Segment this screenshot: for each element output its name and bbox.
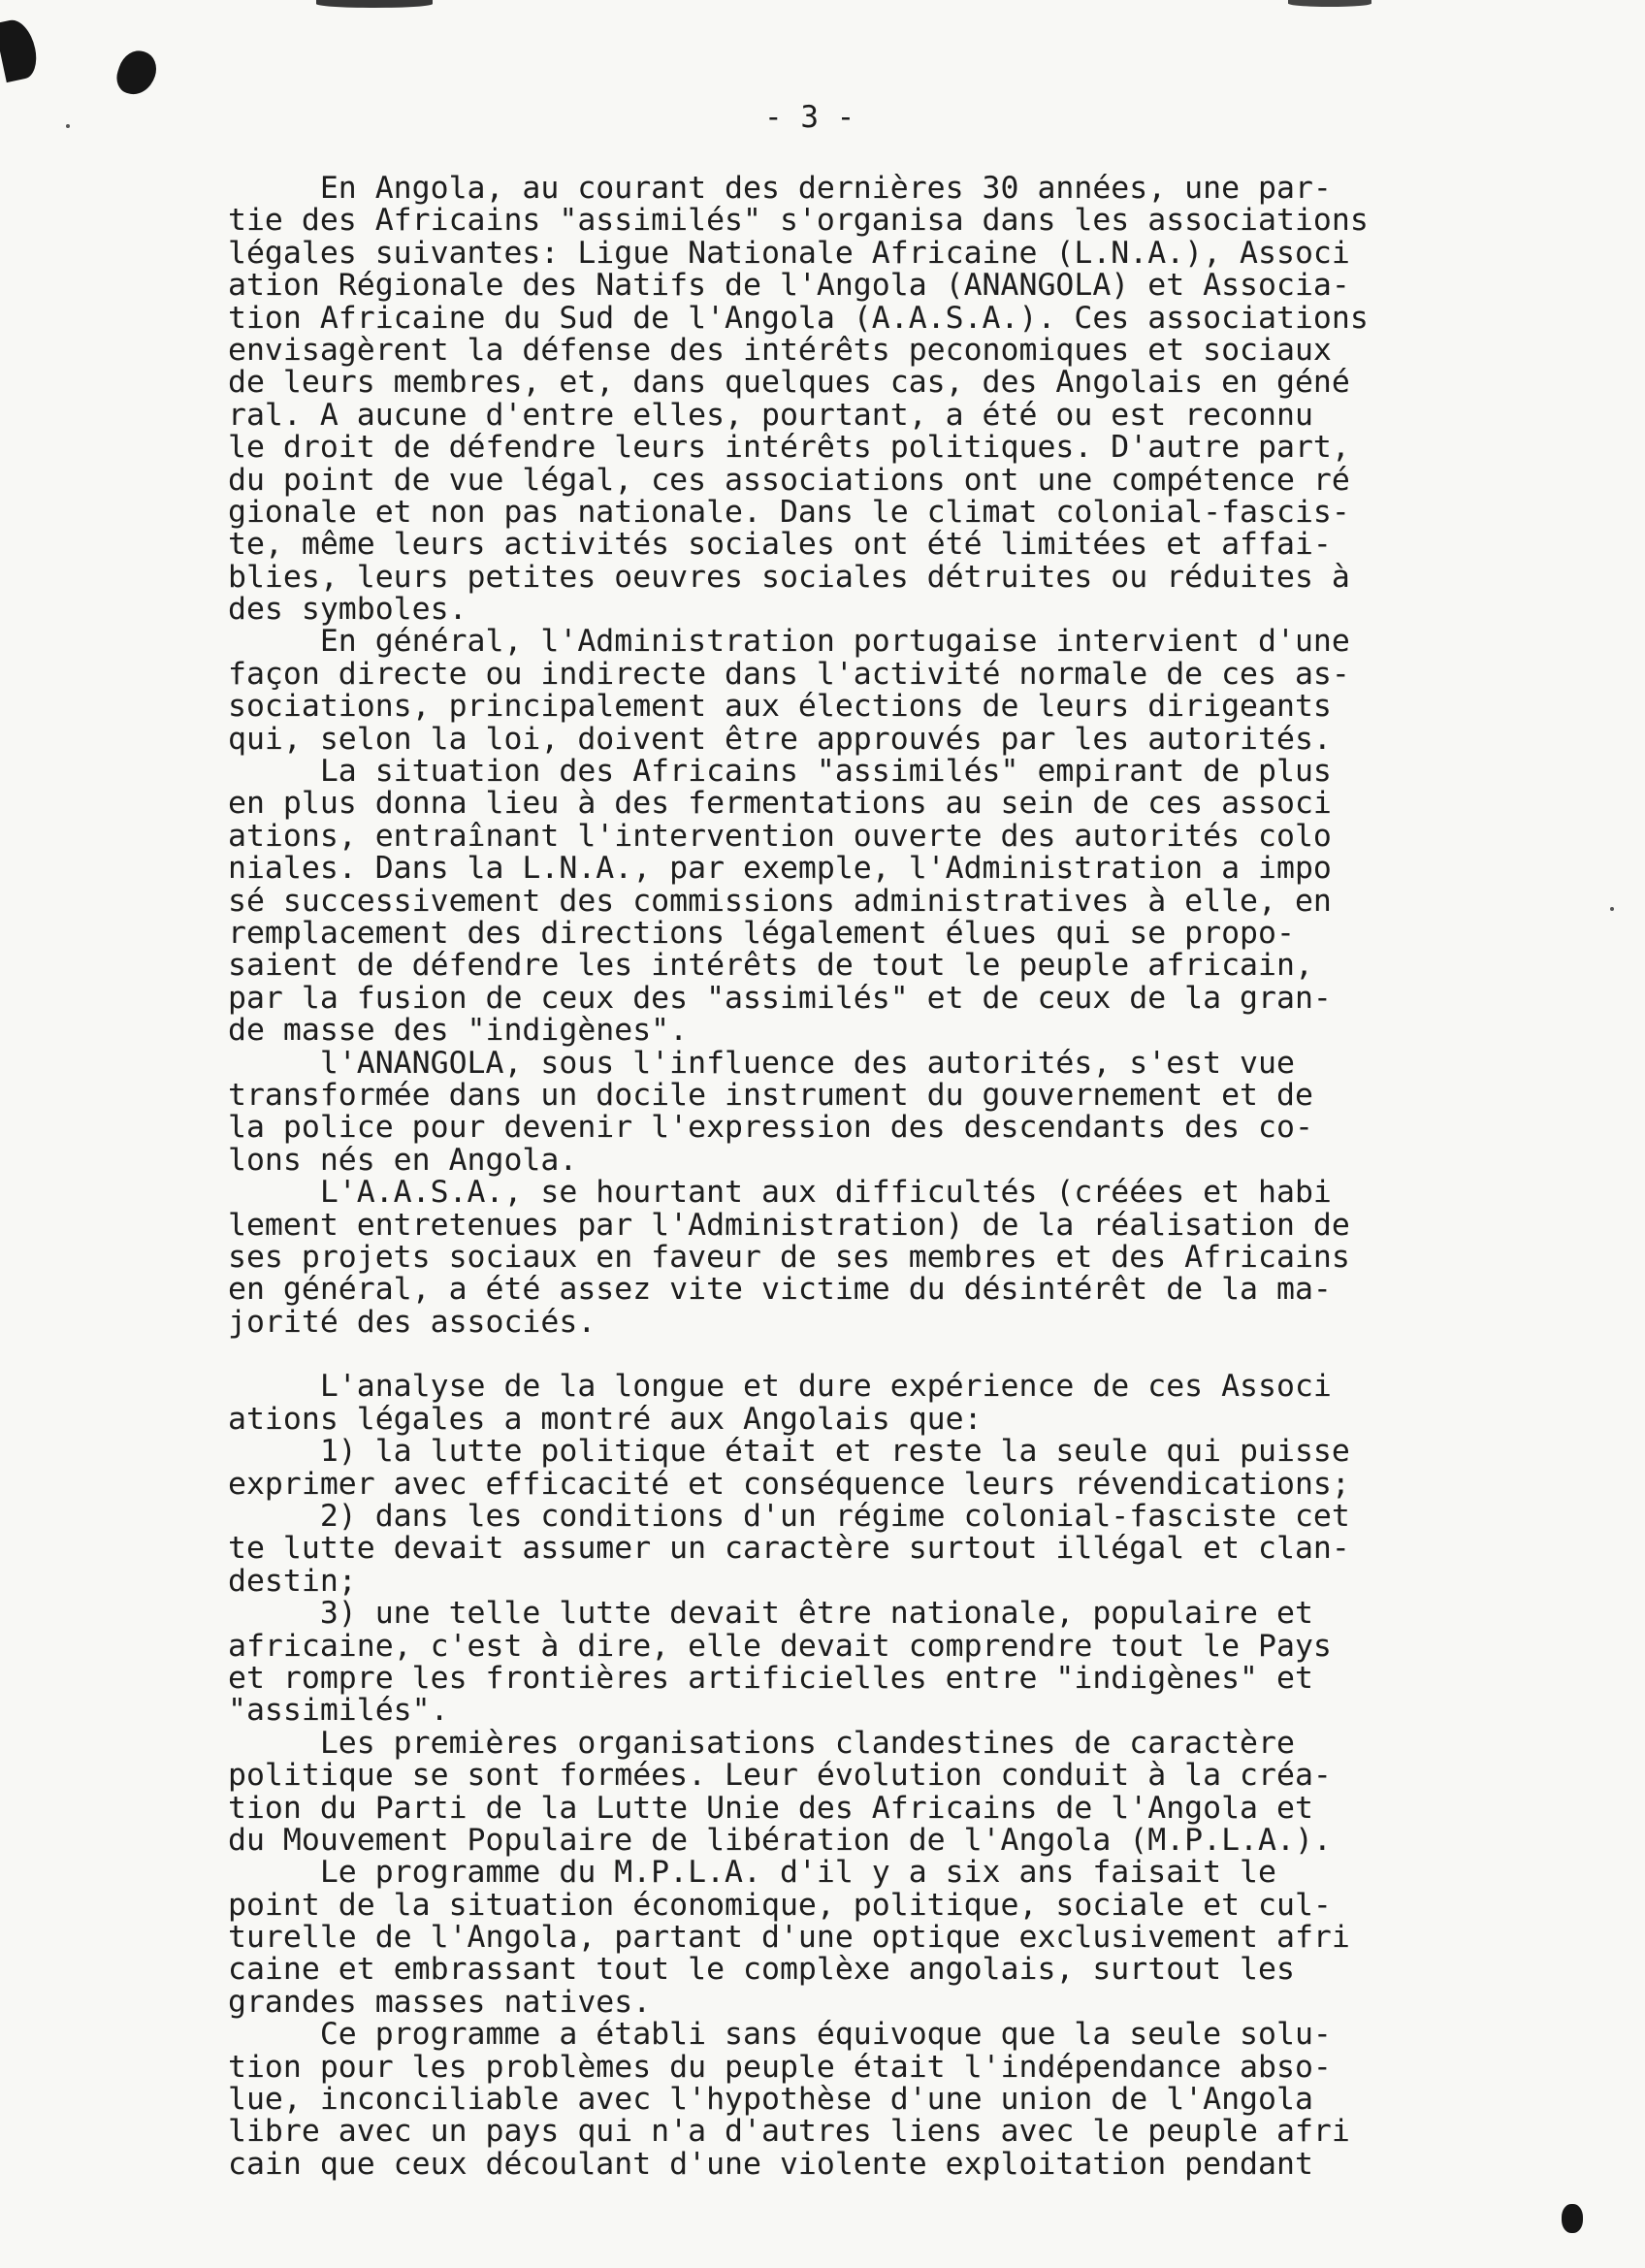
text-line: gionale et non pas nationale. Dans le climat colonial-fascis- <box>228 494 1350 530</box>
ink-stain <box>113 46 161 99</box>
text-line: grandes masses natives. <box>228 1984 652 2020</box>
text-line: tion pour les problèmes du peuple était l'indépendance abso- <box>228 2049 1332 2085</box>
text-line: du Mouvement Populaire de libération de l'Angola (M.P.L.A.). <box>228 1822 1332 1858</box>
text-line: et rompre les frontières artificielles entre "indigènes" et <box>228 1660 1313 1696</box>
text-line: remplacement des directions légalement élues qui se propo- <box>228 915 1295 951</box>
text-line: jorité des associés. <box>228 1304 597 1340</box>
text-line: de leurs membres, et, dans quelques cas, des Angolais en géné <box>228 365 1350 401</box>
text-line: ations, entraînant l'intervention ouverte des autorités colo <box>228 818 1332 854</box>
text-line: caine et embrassant tout le complèxe angolais, surtout les <box>228 1952 1295 1988</box>
text-line: du point de vue légal, ces associations ont une compétence ré <box>228 462 1350 498</box>
text-line: Le programme du M.P.L.A. d'il y a six ans faisait le <box>228 1855 1276 1891</box>
paragraph-gap <box>228 1339 1489 1371</box>
text-line: Les premières organisations clandestines de caractère <box>228 1725 1295 1761</box>
text-line: qui, selon la loi, doivent être approuvés par les autorités. <box>228 721 1332 757</box>
text-line: blies, leurs petites oeuvres sociales détruites ou réduites à <box>228 559 1350 595</box>
text-line: En Angola, au courant des dernières 30 années, une par- <box>228 171 1332 206</box>
text-line: L'A.A.S.A., se hourtant aux difficultés (créées et habi <box>228 1175 1332 1211</box>
text-line: tion Africaine du Sud de l'Angola (A.A.S.A.). Ces associations <box>228 300 1369 336</box>
text-line: En général, l'Administration portugaise intervient d'une <box>228 624 1350 660</box>
text-line: lons nés en Angola. <box>228 1142 578 1178</box>
text-line: ses projets sociaux en faveur de ses membres et des Africains <box>228 1239 1350 1275</box>
text-line: L'analyse de la longue et dure expérience de ces Associ <box>228 1369 1332 1405</box>
text-line: cain que ceux découlant d'une violente exploitation pendant <box>228 2146 1313 2182</box>
ink-stain <box>316 0 433 8</box>
text-line: l'ANANGOLA, sous l'influence des autorités, s'est vue <box>228 1045 1295 1081</box>
text-line: ations légales a montré aux Angolais que: <box>228 1401 983 1437</box>
text-line: te, même leurs activités sociales ont été limitées et affai- <box>228 527 1332 563</box>
text-line: la police pour devenir l'expression des descendants des co- <box>228 1110 1313 1146</box>
text-line: ral. A aucune d'entre elles, pourtant, a été ou est reconnu <box>228 397 1313 433</box>
body-text <box>228 173 1489 2181</box>
text-line: le droit de défendre leurs intérêts politiques. D'autre part, <box>228 430 1350 466</box>
text-line: point de la situation économique, politique, sociale et cul- <box>228 1887 1332 1923</box>
text-line: façon directe ou indirecte dans l'activité normale de ces as- <box>228 656 1350 692</box>
text-line: te lutte devait assumer un caractère surtout illégal et clan- <box>228 1531 1350 1567</box>
text-line: ation Régionale des Natifs de l'Angola (ANANGOLA) et Associa- <box>228 268 1350 304</box>
text-line: turelle de l'Angola, partant d'une optique exclusivement afri <box>228 1920 1350 1956</box>
text-line: 2) dans les conditions d'un régime colonial-fasciste cet <box>228 1499 1350 1535</box>
page-number: - 3 - <box>764 100 855 135</box>
text-line: exprimer avec efficacité et conséquence leurs révendications; <box>228 1466 1350 1502</box>
text-line: libre avec un pays qui n'a d'autres liens avec le peuple afri <box>228 2114 1350 2150</box>
text-line: Ce programme a établi sans équivoque que la seule solu- <box>228 2017 1332 2053</box>
text-line: 3) une telle lutte devait être nationale, populaire et <box>228 1596 1313 1632</box>
text-line: transformée dans un docile instrument du gouvernement et de <box>228 1077 1313 1113</box>
text-line: en plus donna lieu à des fermentations au sein de ces associ <box>228 786 1332 822</box>
text-line: en général, a été assez vite victime du désintérêt de la ma- <box>228 1272 1332 1308</box>
text-line: sé successivement des commissions administratives à elle, en <box>228 883 1332 919</box>
text-line: saient de défendre les intérêts de tout le peuple africain, <box>228 948 1313 984</box>
text-line: lement entretenues par l'Administration) de la réalisation de <box>228 1207 1350 1243</box>
text-line: La situation des Africains "assimilés" empirant de plus <box>228 754 1332 790</box>
text-line: 1) la lutte politique était et reste la seule qui puisse <box>228 1434 1350 1470</box>
text-line: destin; <box>228 1563 357 1599</box>
ink-speck <box>1610 907 1614 911</box>
text-line: de masse des "indigènes". <box>228 1013 689 1049</box>
text-line: envisagèrent la défense des intérêts peconomiques et sociaux <box>228 332 1332 368</box>
text-line: africaine, c'est à dire, elle devait comprendre tout le Pays <box>228 1628 1332 1664</box>
text-line: politique se sont formées. Leur évolution conduit à la créa- <box>228 1758 1332 1794</box>
text-line: lue, inconciliable avec l'hypothèse d'une union de l'Angola <box>228 2082 1313 2118</box>
ink-stain <box>0 16 41 82</box>
ink-stain <box>1562 2204 1583 2233</box>
text-line: sociations, principalement aux élections de leurs dirigeants <box>228 689 1332 725</box>
text-line: "assimilés". <box>228 1693 449 1729</box>
ink-stain <box>1288 0 1371 7</box>
ink-speck <box>66 124 70 128</box>
text-line: niales. Dans la L.N.A., par exemple, l'Administration a impo <box>228 851 1332 887</box>
text-line: par la fusion de ceux des "assimilés" et de ceux de la gran- <box>228 980 1332 1016</box>
text-line: tion du Parti de la Lutte Unie des Africains de l'Angola et <box>228 1790 1313 1826</box>
text-line: tie des Africains "assimilés" s'organisa dans les associations <box>228 203 1369 239</box>
text-line: des symboles. <box>228 592 468 628</box>
text-line: légales suivantes: Ligue Nationale Africaine (L.N.A.), Associ <box>228 235 1350 271</box>
